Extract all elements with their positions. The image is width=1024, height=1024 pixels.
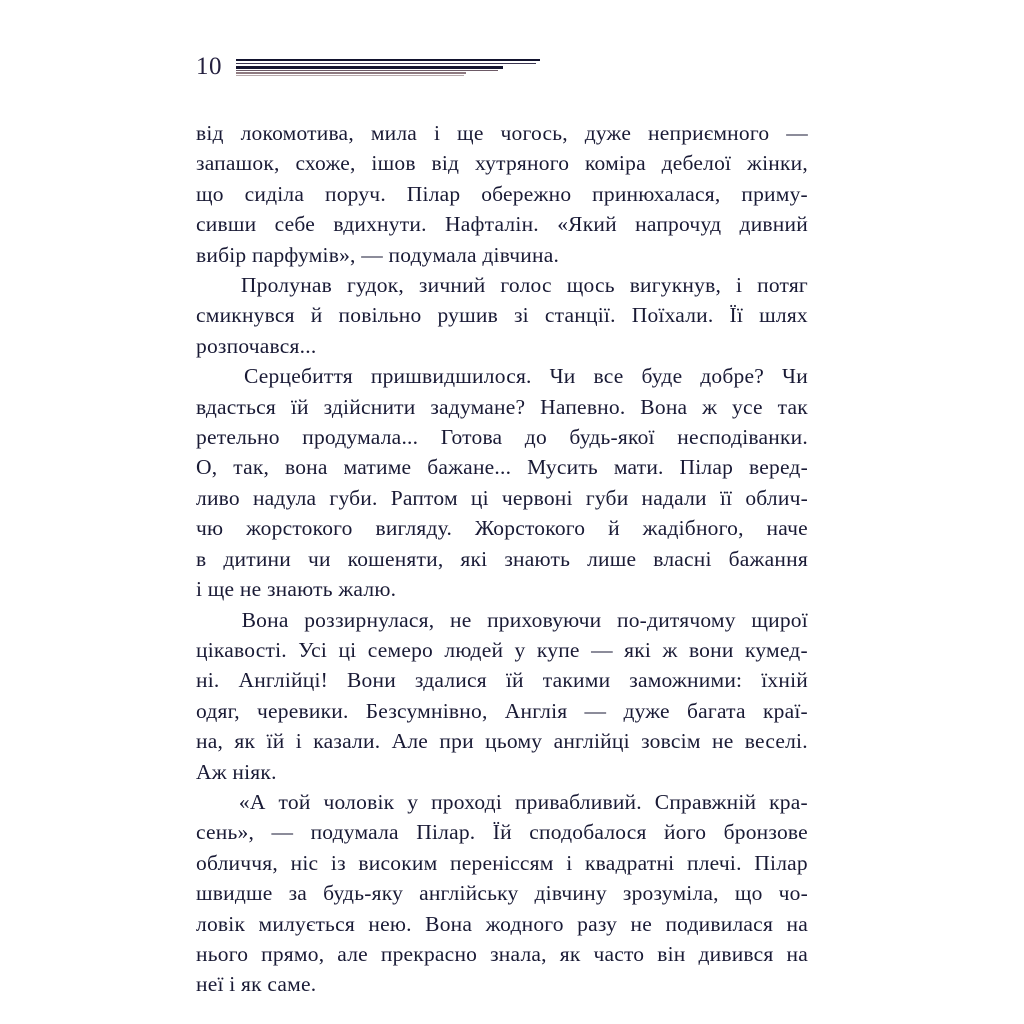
word: «Який xyxy=(557,212,617,237)
word: кошеняти, xyxy=(347,546,444,571)
word: жодного xyxy=(485,911,564,936)
word: надали xyxy=(641,485,707,510)
word: такими xyxy=(542,668,611,693)
ornament-rule-6 xyxy=(236,75,464,76)
text-line xyxy=(196,848,808,878)
word: вдихнути. xyxy=(333,212,427,237)
word: шлях xyxy=(759,303,808,328)
word: веселі. xyxy=(744,729,808,754)
word: прекрасно xyxy=(380,941,478,966)
word: бажане... xyxy=(427,455,512,480)
word: задумане? xyxy=(430,394,526,419)
text-line xyxy=(196,361,808,391)
word: Нафталін. xyxy=(444,212,539,237)
word: смикнувся xyxy=(196,303,295,328)
word: не xyxy=(630,911,653,936)
text-line xyxy=(196,909,808,939)
word: ловік xyxy=(196,911,246,936)
word: губи xyxy=(585,485,629,510)
text-line xyxy=(196,696,808,726)
word: губи. xyxy=(329,485,378,510)
word: гудок, xyxy=(346,273,404,298)
word: продумала... xyxy=(302,425,419,450)
text-line xyxy=(196,635,808,665)
word: що xyxy=(734,881,763,906)
word: чогось, xyxy=(500,121,568,145)
word: Готова xyxy=(440,425,503,450)
text-line xyxy=(196,118,808,148)
word: зичний xyxy=(418,273,486,298)
word: дитини xyxy=(223,546,291,571)
word: кумед- xyxy=(744,637,808,662)
word: мила xyxy=(370,121,418,145)
paragraph-indent xyxy=(196,605,226,635)
word: Пілар xyxy=(679,455,734,480)
word: Поїхали. xyxy=(631,303,714,328)
word: милується xyxy=(258,911,355,936)
word: при xyxy=(439,729,474,754)
word: неприємного xyxy=(648,121,770,145)
word: Чи xyxy=(549,364,576,389)
word: Їй xyxy=(492,820,512,845)
word: будь-якої xyxy=(569,425,655,450)
paragraph xyxy=(196,787,808,1000)
word: ці xyxy=(338,637,357,662)
word: що xyxy=(196,181,224,206)
word: Вони xyxy=(346,668,396,693)
word: казали. xyxy=(313,729,381,754)
word: обережно xyxy=(481,181,572,206)
word: поруч. xyxy=(324,181,386,206)
word: чоловік xyxy=(323,789,395,814)
word: бажання xyxy=(728,546,808,571)
word: Раптом xyxy=(390,485,458,510)
word: переніссям xyxy=(450,850,554,875)
word: вона xyxy=(284,455,328,480)
word: квадратні xyxy=(585,850,675,875)
word: у xyxy=(407,789,419,814)
word: запашок, xyxy=(196,151,280,176)
word: знала, xyxy=(490,941,547,966)
ornament-rule-3 xyxy=(236,66,503,69)
text-line xyxy=(196,300,808,330)
word: ні. xyxy=(196,668,220,693)
word: чо- xyxy=(778,881,808,906)
word: здалися xyxy=(414,668,487,693)
paragraph xyxy=(196,270,808,361)
word: несподіванки. xyxy=(677,425,808,450)
word: Вона xyxy=(241,607,289,632)
word: кра- xyxy=(769,789,808,814)
text-line: вибір парфумів», — подумала дівчина. xyxy=(196,242,560,267)
word: Усі xyxy=(298,637,328,662)
word: його xyxy=(664,820,707,845)
word: так, xyxy=(233,455,270,480)
word: подумала xyxy=(310,820,399,845)
text-line: і ще не знають жалю. xyxy=(196,577,397,602)
word: вигляду. xyxy=(375,516,453,541)
word: «А xyxy=(238,789,266,814)
word: червоні xyxy=(501,485,573,510)
word: коміра xyxy=(584,151,646,176)
word: нього xyxy=(196,941,249,966)
word: на, xyxy=(196,729,224,754)
word: голос xyxy=(500,273,552,298)
word: О, xyxy=(196,455,218,480)
paragraph-indent xyxy=(196,787,226,817)
word: ішов xyxy=(371,151,416,176)
text-line xyxy=(196,513,808,543)
word: надула xyxy=(252,485,317,510)
word: будь-яку xyxy=(323,881,404,906)
word: станції. xyxy=(544,303,616,328)
word: Англійці! xyxy=(238,668,329,693)
word: принюхалася, xyxy=(592,181,721,206)
word: часто xyxy=(593,941,645,966)
ornament-rule-5 xyxy=(236,72,466,74)
word: плечі. xyxy=(686,850,742,875)
word: цікавості. xyxy=(196,637,287,662)
text-line: Аж ніяк. xyxy=(196,759,277,784)
word: вигукнув, xyxy=(629,273,722,298)
word: зовсім xyxy=(641,729,701,754)
text-line xyxy=(196,483,808,513)
word: ливо xyxy=(196,485,240,510)
word: купе xyxy=(536,637,580,662)
word: її xyxy=(719,485,733,510)
text-line xyxy=(196,726,808,756)
decorative-rule-ornament xyxy=(236,57,836,79)
word: пришвидшилося. xyxy=(370,364,532,389)
word: в xyxy=(196,546,207,571)
word: високим xyxy=(358,850,438,875)
word: схоже, xyxy=(295,151,356,176)
text-line xyxy=(196,148,808,178)
text-line xyxy=(196,422,808,452)
word: жорстокого xyxy=(246,516,353,541)
word: й xyxy=(310,303,323,328)
word: буде xyxy=(641,364,683,389)
word: як xyxy=(234,729,256,754)
word: себе xyxy=(274,212,316,237)
word: дебелої xyxy=(661,151,732,176)
word: напрочуд xyxy=(635,212,722,237)
text-line xyxy=(196,452,808,482)
text-line xyxy=(196,878,808,908)
word: чю xyxy=(196,516,224,541)
text-line xyxy=(196,270,808,300)
word: заможними: xyxy=(629,668,743,693)
running-head xyxy=(196,46,836,86)
word: Англія xyxy=(504,698,568,723)
word: людей xyxy=(444,637,504,662)
word: щирої xyxy=(751,607,808,632)
word: облич- xyxy=(745,485,808,510)
word: ще xyxy=(457,121,484,145)
ornament-rule-4 xyxy=(236,70,498,71)
word: не xyxy=(449,607,472,632)
word: — xyxy=(786,121,808,145)
word: їй xyxy=(505,668,524,693)
word: сень», xyxy=(196,820,255,845)
word: ніс xyxy=(290,850,319,875)
word: від xyxy=(431,151,460,176)
word: разу xyxy=(577,911,618,936)
text-line xyxy=(196,605,808,635)
word: але xyxy=(337,941,368,966)
word: проході xyxy=(431,789,503,814)
paragraph xyxy=(196,118,808,270)
word: Справжній xyxy=(654,789,757,814)
word: власні xyxy=(653,546,712,571)
word: із xyxy=(330,850,346,875)
word: зі xyxy=(513,303,529,328)
word: англійську xyxy=(419,881,519,906)
ornament-rule-2 xyxy=(236,63,536,64)
word: Чи xyxy=(782,364,808,389)
word: семеро xyxy=(367,637,434,662)
word: по-дитячому xyxy=(616,607,736,632)
text-line xyxy=(196,392,808,422)
word: мати. xyxy=(613,455,664,480)
word: у xyxy=(514,637,526,662)
paragraph xyxy=(196,361,808,604)
word: Пролунав xyxy=(240,273,333,298)
word: які xyxy=(460,546,488,571)
text-line xyxy=(196,209,808,239)
word: ж xyxy=(702,394,718,419)
word: швидше xyxy=(196,881,273,906)
body-text xyxy=(196,118,808,1000)
word: за xyxy=(288,881,308,906)
word: Її xyxy=(729,303,744,328)
word: до xyxy=(524,425,547,450)
word: все xyxy=(593,364,624,389)
word: як xyxy=(559,941,581,966)
word: він xyxy=(657,941,686,966)
word: дуже xyxy=(584,121,632,145)
word: на xyxy=(786,941,808,966)
word: зрозуміла, xyxy=(622,881,719,906)
word: Пілар xyxy=(406,181,461,206)
page-number: 10 xyxy=(196,52,222,80)
word: від xyxy=(196,121,224,145)
word: чи xyxy=(307,546,331,571)
word: — xyxy=(591,637,613,662)
paragraph-indent xyxy=(196,361,226,391)
text-line xyxy=(196,939,808,969)
word: Напевно. xyxy=(540,394,626,419)
word: сиділа xyxy=(244,181,305,206)
word: веред- xyxy=(748,455,808,480)
word: Пілар xyxy=(754,850,808,875)
word: — xyxy=(584,698,607,723)
word: і xyxy=(433,121,441,145)
word: не xyxy=(711,729,734,754)
word: дивний xyxy=(739,212,808,237)
word: які xyxy=(624,637,652,662)
word: дівчину xyxy=(534,881,607,906)
word: ж xyxy=(662,637,678,662)
word: й xyxy=(608,516,620,541)
word: сподобалося xyxy=(529,820,647,845)
text-line xyxy=(196,544,808,574)
text-line xyxy=(196,787,808,817)
paragraph xyxy=(196,605,808,787)
paragraph-indent xyxy=(196,270,226,300)
word: і xyxy=(295,729,302,754)
word: щось xyxy=(566,273,615,298)
ornament-rule-1 xyxy=(236,59,540,61)
word: їхній xyxy=(761,668,808,693)
word: так xyxy=(777,394,808,419)
word: Мусить xyxy=(527,455,598,480)
word: Вона xyxy=(640,394,688,419)
word: багата xyxy=(687,698,746,723)
word: бронзове xyxy=(723,820,808,845)
word: повільно xyxy=(338,303,422,328)
word: хутряного xyxy=(474,151,570,176)
word: жінки, xyxy=(747,151,808,176)
word: Жорстокого xyxy=(474,516,586,541)
text-line xyxy=(196,817,808,847)
word: Безсумнівно, xyxy=(365,698,488,723)
word: рушив xyxy=(437,303,498,328)
word: дуже xyxy=(623,698,670,723)
word: Але xyxy=(391,729,429,754)
word: усе xyxy=(732,394,763,419)
word: ретельно xyxy=(196,425,280,450)
word: добре? xyxy=(700,364,765,389)
word: вони xyxy=(688,637,734,662)
word: краї- xyxy=(762,698,808,723)
word: вдасться xyxy=(196,394,276,419)
word: їй xyxy=(266,729,285,754)
word: і xyxy=(735,273,743,298)
word: черевики. xyxy=(256,698,349,723)
word: сивши xyxy=(196,212,257,237)
word: наче xyxy=(766,516,808,541)
text-line: розпочався... xyxy=(196,333,317,358)
word: жадібного, xyxy=(642,516,744,541)
word: подивилася xyxy=(665,911,774,936)
word: приму- xyxy=(741,181,808,206)
word: приховуючи xyxy=(487,607,602,632)
text-line: неї і як саме. xyxy=(196,972,317,997)
word: англійці xyxy=(553,729,630,754)
word: ці xyxy=(470,485,489,510)
word: Пілар. xyxy=(416,820,476,845)
word: на xyxy=(786,911,808,936)
word: Серцебиття xyxy=(243,364,353,389)
word: цьому xyxy=(485,729,543,754)
word: обличчя, xyxy=(196,850,278,875)
word: привабливий. xyxy=(514,789,642,814)
word: знають xyxy=(504,546,571,571)
word: матиме xyxy=(343,455,412,480)
word: роззирнулася, xyxy=(304,607,435,632)
word: здійснити xyxy=(323,394,416,419)
word: нею. xyxy=(368,911,412,936)
word: лише xyxy=(587,546,637,571)
word: — xyxy=(271,820,294,845)
word: і xyxy=(566,850,573,875)
word: локомотива, xyxy=(240,121,354,145)
text-line xyxy=(196,665,808,695)
word: Вона xyxy=(425,911,473,936)
word: прямо, xyxy=(261,941,325,966)
text-line xyxy=(196,179,808,209)
word: їй xyxy=(290,394,309,419)
word: одяг, xyxy=(196,698,240,723)
word: дивився xyxy=(698,941,774,966)
word: той xyxy=(278,789,311,814)
word: потяг xyxy=(757,273,808,298)
